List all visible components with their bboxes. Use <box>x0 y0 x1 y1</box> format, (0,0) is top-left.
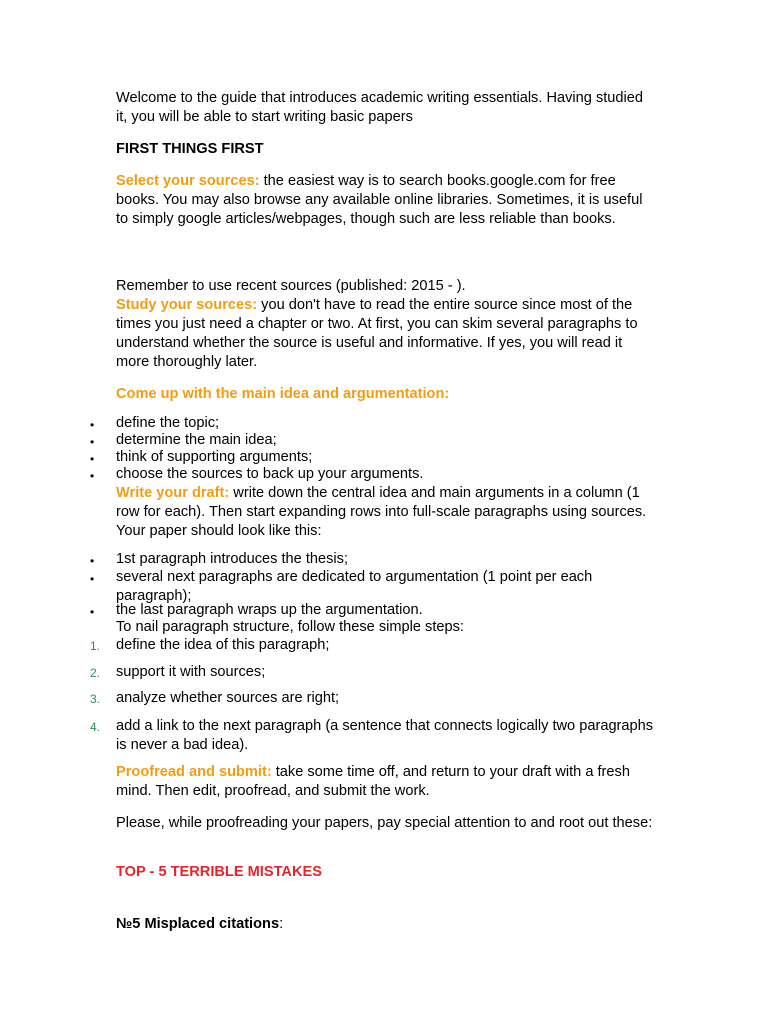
write-draft-label: Write your draft: <box>116 485 230 501</box>
bullet-icon: • <box>90 605 95 619</box>
study-sources-paragraph <box>116 296 656 372</box>
bullet-icon: • <box>90 554 95 568</box>
top5-heading: TOP - 5 TERRIBLE MISTAKES <box>116 864 322 880</box>
write-draft-text: write down the central idea and main arguments in a column (1 row for each). Then start expanding rows into full-scale paragraphs using sources. Your paper should look like this: <box>116 485 647 539</box>
proofread-paragraph <box>116 763 656 801</box>
bullet-icon: • <box>90 452 95 466</box>
please-paragraph: Please, while proofreading your papers, pay special attention to and root out these: <box>116 815 653 831</box>
proofread-text: take some time off, and return to your draft with a fresh mind. Then edit, proofread, and submit the work. <box>116 764 630 799</box>
study-sources-text: you don't have to read the entire source since most of the times you just need a chapter or two. At first, you can skim several paragraphs to understand whether the source is useful and informative. If yes, you will read it more thoroughly later. <box>116 297 638 370</box>
step-number: 1. <box>90 639 101 653</box>
select-sources-text: the easiest way is to search books.google.com for free books. You may also browse any available online libraries. Sometimes, it is useful to simply google articles/webpages, though such are less reliable than books. <box>116 173 643 227</box>
list-item: choose the sources to back up your arguments. <box>116 466 424 482</box>
study-sources-label: Study your sources: <box>116 297 258 313</box>
list-item: 1st paragraph introduces the thesis; <box>116 551 349 567</box>
select-sources-paragraph <box>116 172 656 229</box>
bullet-icon: • <box>90 418 95 432</box>
list-item: think of supporting arguments; <box>116 449 313 465</box>
proofread-label: Proofread and submit: <box>116 764 272 780</box>
intro-paragraph: Welcome to the guide that introduces academic writing essentials. Having studied it, you will be able to start writing basic papers <box>116 90 644 125</box>
write-draft-paragraph <box>116 484 656 541</box>
nail-structure-paragraph: To nail paragraph structure, follow these simple steps: <box>116 619 464 635</box>
bullet-icon: • <box>90 435 95 449</box>
step-number: 4. <box>90 720 101 734</box>
list-item: the last paragraph wraps up the argumentation. <box>116 602 423 618</box>
bullet-icon: • <box>90 469 95 483</box>
list-item: several next paragraphs are dedicated to argumentation (1 point per each paragraph); <box>116 569 593 604</box>
step-item: add a link to the next paragraph (a sentence that connects logically two paragraphs is never a bad idea). <box>116 718 654 753</box>
select-sources-label: Select your sources: <box>116 173 260 189</box>
mistake5-label: №5 Misplaced citations <box>116 916 280 932</box>
main-idea-heading: Come up with the main idea and argumentation: <box>116 386 450 402</box>
heading-first-things-first: FIRST THINGS FIRST <box>116 141 264 157</box>
list-item: define the topic; <box>116 415 220 431</box>
step-item: define the idea of this paragraph; <box>116 637 330 653</box>
step-item: analyze whether sources are right; <box>116 690 340 706</box>
bullet-icon: • <box>90 572 95 586</box>
step-item: support it with sources; <box>116 664 266 680</box>
mistake5-heading <box>116 915 656 934</box>
remember-paragraph: Remember to use recent sources (published: 2015 - ). <box>116 278 466 294</box>
mistake5-suffix: : <box>279 916 284 932</box>
list-item: determine the main idea; <box>116 432 277 448</box>
step-number: 2. <box>90 666 101 680</box>
step-number: 3. <box>90 692 101 706</box>
